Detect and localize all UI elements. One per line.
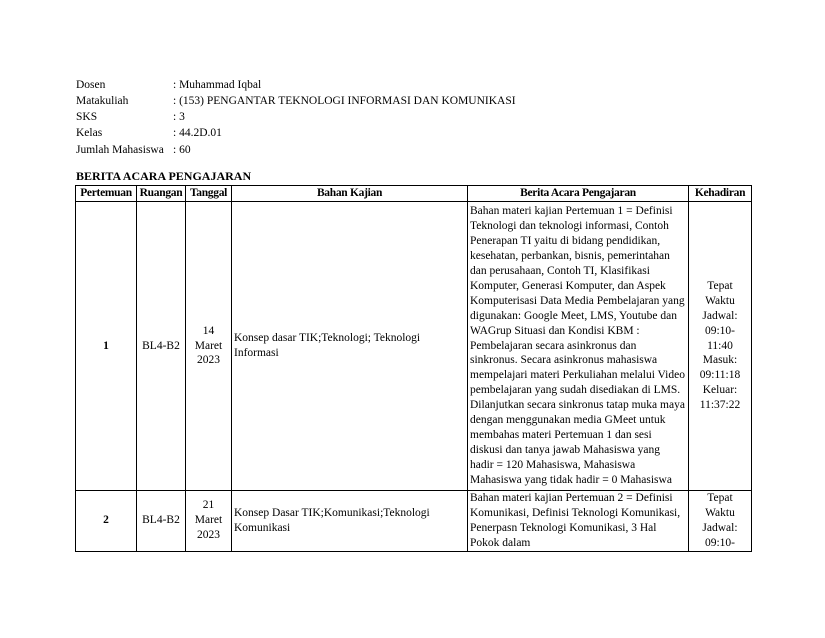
table-row (76, 202, 752, 491)
cell-tanggal: 21 Maret 2023 (186, 491, 232, 552)
section-title: BERITA ACARA PENGAJARAN (76, 169, 252, 183)
info-row-sks (76, 109, 516, 125)
info-label: Kelas (76, 127, 103, 140)
berita-acara-table (75, 185, 752, 552)
cell-kehadiran: Tepat Waktu Jadwal: 09:10- 11:40 Masuk: 09:11:18 Keluar: 11:37:22 (689, 202, 752, 491)
cell-kehadiran: Tepat Waktu Jadwal: 09:10- (689, 491, 752, 552)
column-header-bahan-kajian: Bahan Kajian (232, 186, 468, 202)
cell-tanggal: 14 Maret 2023 (186, 202, 232, 491)
cell-berita-acara: Bahan materi kajian Pertemuan 2 = Definisi Komunikasi, Definisi Teknologi Komunikasi, Penerpasn Teknologi Komunikasi, 3 Hal Pokok dalam (468, 491, 689, 552)
cell-pertemuan: 2 (76, 491, 137, 552)
cell-ruangan: BL4-B2 (137, 491, 186, 552)
course-info (76, 77, 516, 158)
info-value: : 60 (173, 143, 191, 156)
info-label: Dosen (76, 78, 106, 91)
cell-bahan-kajian: Konsep dasar TIK;Teknologi; Teknologi Informasi (232, 202, 468, 491)
info-label: Matakuliah (76, 95, 129, 108)
info-label: Jumlah Mahasiswa (76, 143, 164, 156)
table-row (76, 491, 752, 552)
table-header-row (76, 186, 752, 202)
cell-berita-acara: Bahan materi kajian Pertemuan 1 = Definisi Teknologi dan teknologi informasi, Contoh Penerapan TI yaitu di bidang pendidikan, kesehatan, perbankan, bisnis, pemerintahan dan perusahaan, Contoh TI, Klasifikasi Komputer, Generasi Komputer, dan Aspek Komputerisasi Data Media Pembelajaran yang digunakan: Google Meet, LMS, Youtube dan WAGrup Situasi dan Kondisi KBM : Pembelajaran secara asinkronus dan sinkronus. Secara asinkronus mahasiswa mempelajari materi Perkuliahan melalui Video pembelajaran yang sudah disediakan di LMS. Dilanjutkan secara sinkronus tatap muka maya dengan menggunakan media GMeet untuk membahas materi Pertemuan 1 dan sesi diskusi dan tanya jawab Mahasiswa yang hadir = 120 Mahasiswa, Mahasiswa Mahasiswa yang tidak hadir = 0 Mahasiswa (468, 202, 689, 491)
cell-pertemuan: 1 (76, 202, 137, 491)
cell-ruangan: BL4-B2 (137, 202, 186, 491)
column-header-ruangan: Ruangan (137, 186, 186, 202)
info-value: : 3 (173, 111, 185, 124)
column-header-tanggal: Tanggal (186, 186, 232, 202)
info-value: : Muhammad Iqbal (173, 78, 262, 91)
info-value: : (153) PENGANTAR TEKNOLOGI INFORMASI DAN KOMUNIKASI (173, 95, 516, 108)
column-header-kehadiran: Kehadiran (689, 186, 752, 202)
info-row-matakuliah (76, 93, 516, 109)
info-row-dosen (76, 77, 516, 93)
cell-bahan-kajian: Konsep Dasar TIK;Komunikasi;Teknologi Komunikasi (232, 491, 468, 552)
info-value: : 44.2D.01 (173, 127, 222, 140)
info-row-kelas (76, 126, 516, 142)
column-header-pertemuan: Pertemuan (76, 186, 137, 202)
info-row-jumlah-mahasiswa (76, 142, 516, 158)
column-header-berita-acara: Berita Acara Pengajaran (468, 186, 689, 202)
info-label: SKS (76, 111, 98, 124)
